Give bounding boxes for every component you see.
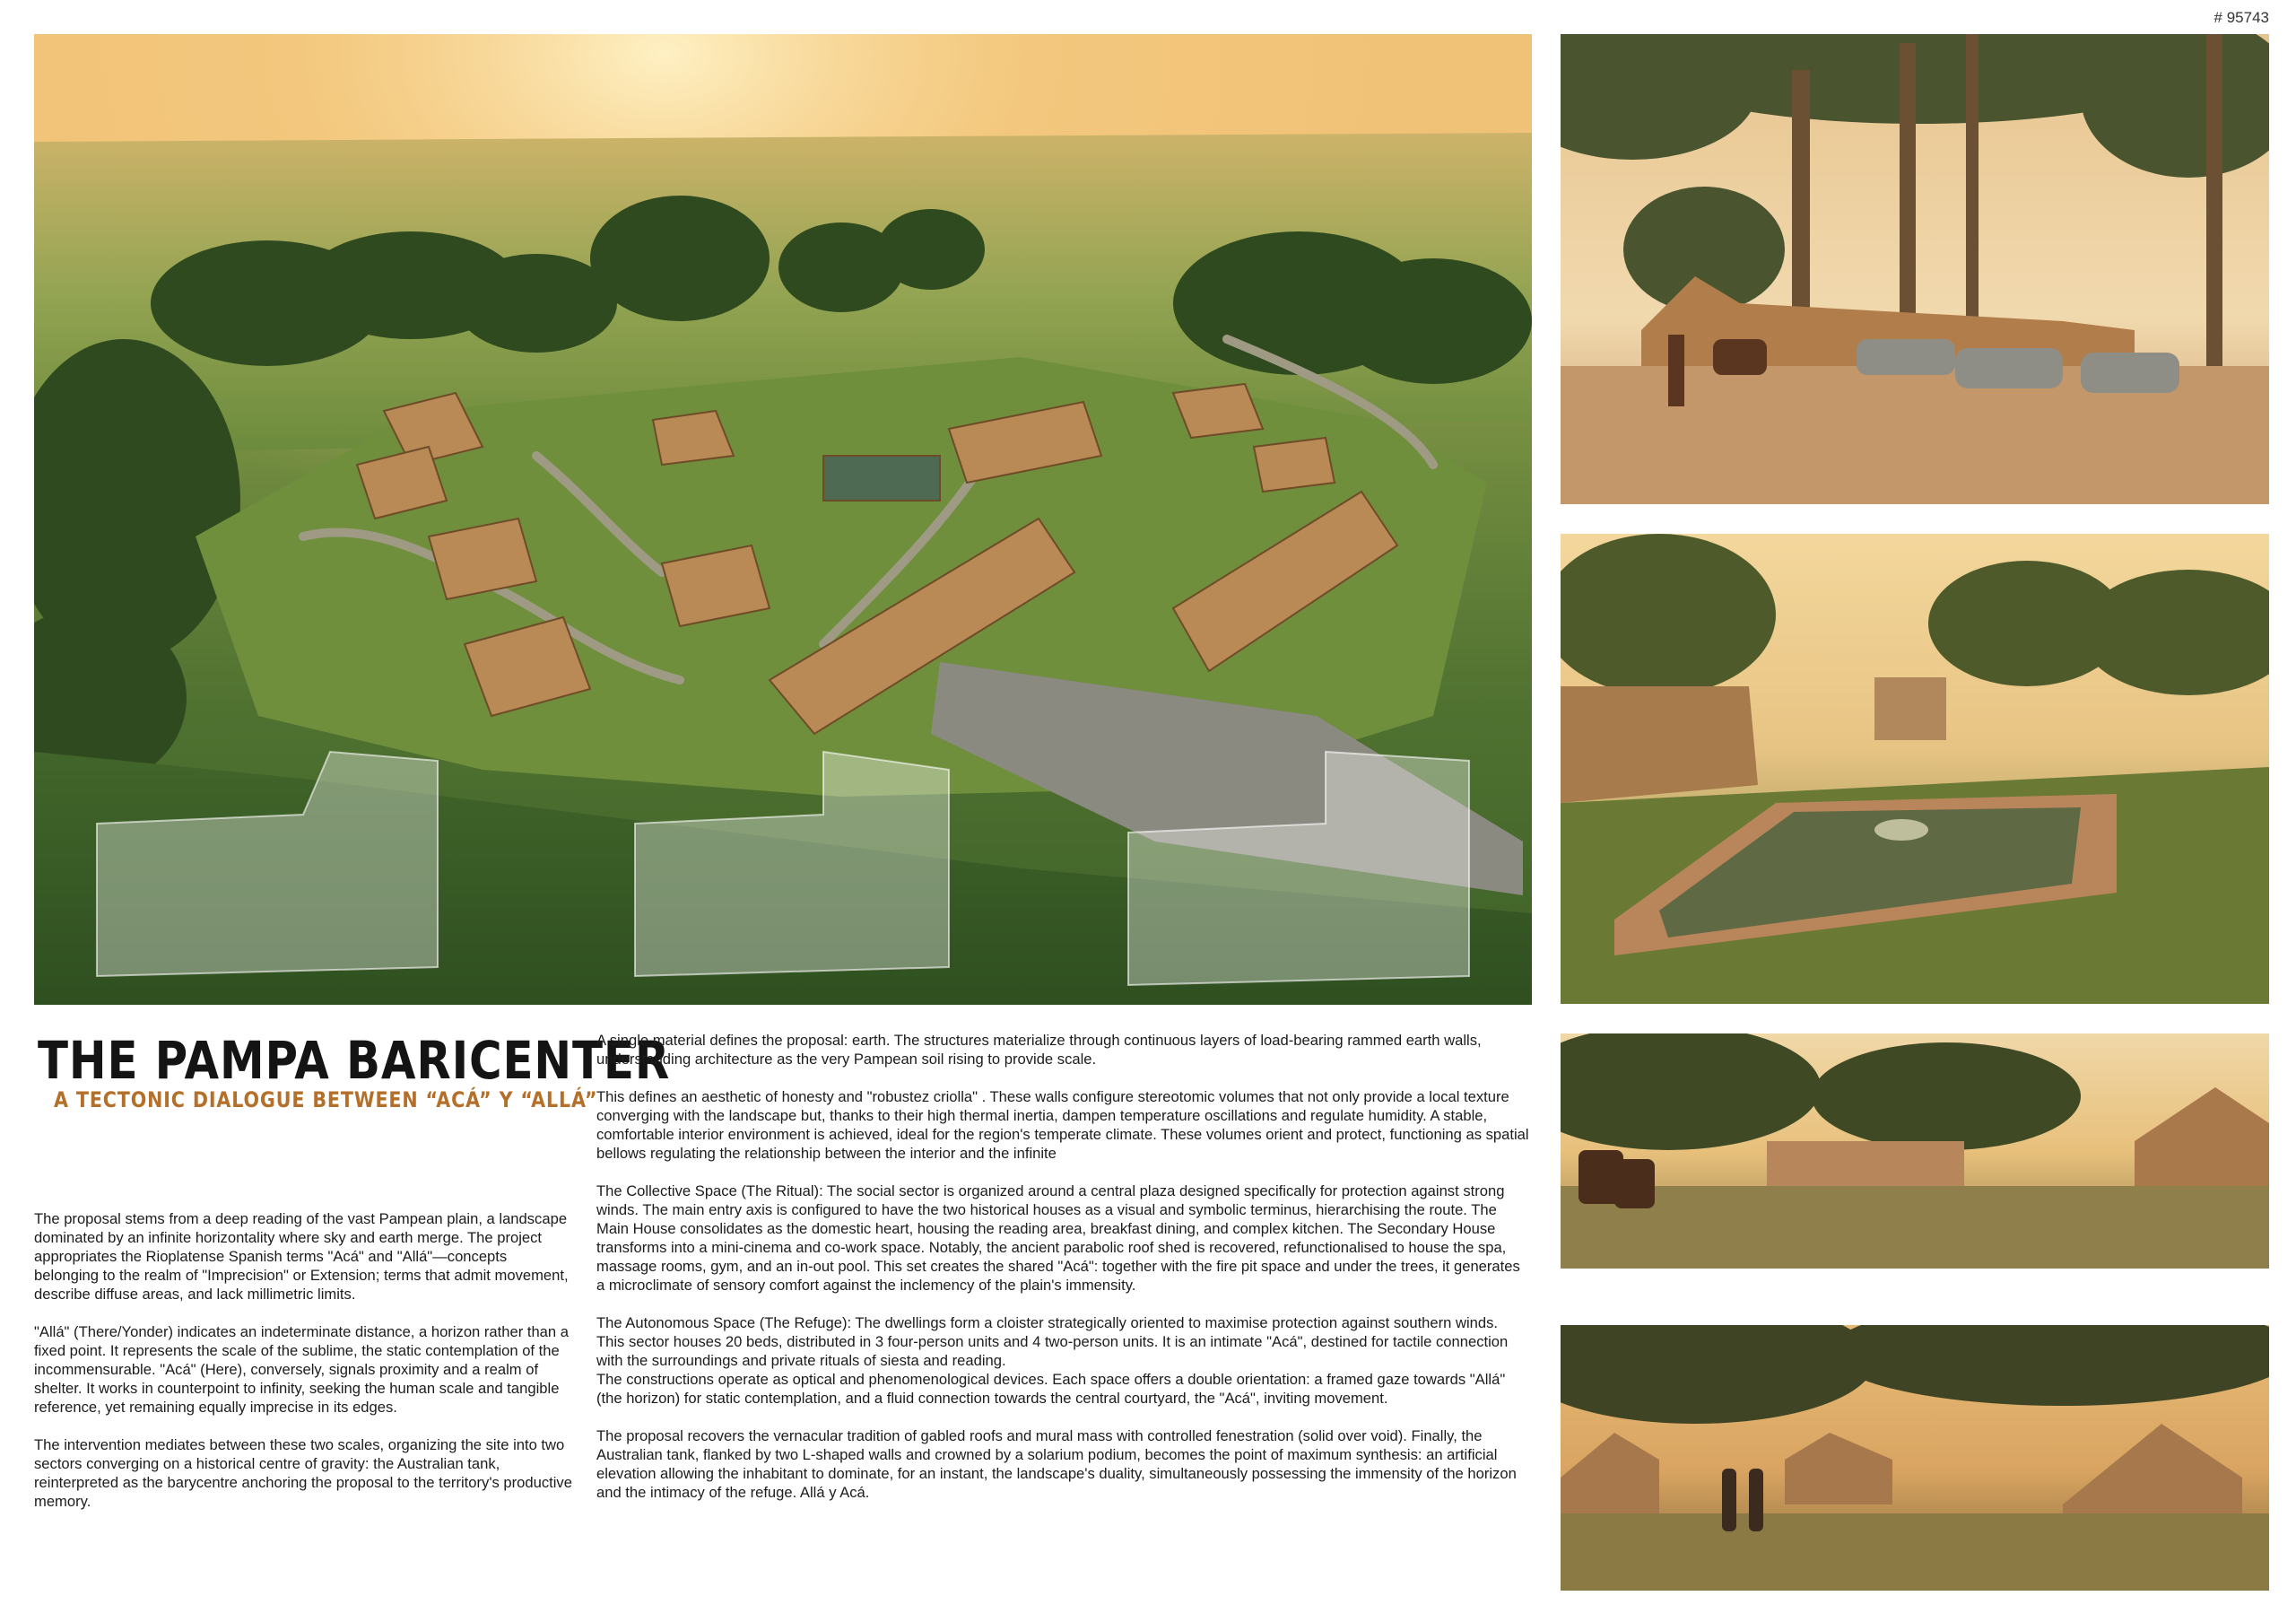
render-couple-walking-image [1561, 1325, 2269, 1591]
paragraph: This defines an aesthetic of honesty and "robustez criolla" . These walls configure stereotomic volumes that not only provide a local texture converging with the landscape but, thanks to their high thermal inertia, dampen temperature oscillations and regulate humidity. A stable, comfortable interior environment is achieved, ideal for the region's temperate climate. These volumes orient and protect, functioning as spatial bellows regulating the relationship between the interior and the infinite [596, 1088, 1529, 1162]
render-horses-sunset-image [1561, 1033, 2269, 1269]
project-number: # 95743 [2213, 9, 2269, 26]
aerial-render-image [34, 34, 1532, 1005]
right-text-column [596, 1031, 1529, 1521]
page-title: THE PAMPA BARICENTER [38, 1030, 671, 1091]
left-text-column [34, 1209, 572, 1530]
paragraph: The proposal recovers the vernacular tradition of gabled roofs and mural mass with controlled fenestration (solid over void). Finally, the Australian tank, flanked by two L-shaped walls and crowned by a solarium podium, becomes the point of maximum synthesis: an artificial elevation allowing the inhabitant to dominate, for an instant, the landscape's duality, simultaneously possessing the immensity of the horizon and the intimacy of the refuge. Allá y Acá. [596, 1427, 1517, 1501]
render-pool-image [1561, 534, 2269, 1004]
paragraph: The proposal stems from a deep reading of the vast Pampean plain, a landscape dominated by an infinite horizontality where sky and earth merge. The project appropriates the Rioplatense Spanish terms "Acá" and "Allá"—concepts belonging to the realm of "Imprecision" or Extension; terms that admit movement, describe diffuse areas, and lack millimetric limits. [34, 1210, 569, 1303]
paragraph: "Allá" (There/Yonder) indicates an indeterminate distance, a horizon rather than a fixed point. It represents the scale of the sublime, the static contemplation of the incommensurable. "Acá" (Here), conversely, signals proximity and a realm of shelter. It works in counterpoint to infinity, seeking the human scale and tangible reference, yet remaining equally imprecise in its edges. [34, 1323, 569, 1416]
paragraph: The intervention mediates between these two scales, organizing the site into two sectors converging on a historical centre of gravity: the Australian tank, reinterpreted as the barycentre anchoring the proposal to the territory's productive memory. [34, 1436, 572, 1510]
paragraph: The Autonomous Space (The Refuge): The dwellings form a cloister strategically oriented to maximise protection against southern winds. This sector houses 20 beds, distributed in 3 four-person units and 4 two-person units. It is an intimate "Acá", destined for tactile connection with the surroundings and private rituals of siesta and reading. The constructions operate as optical and phenomenological devices. Each space offers a double orientation: a framed gaze towards "Allá" (the horizon) for static contemplation, and a fluid connection towards the central courtyard, the "Acá", inviting movement. [596, 1314, 1509, 1407]
paragraph: The Collective Space (The Ritual): The social sector is organized around a central plaza designed specifically for protection against strong winds. The main entry axis is configured to have the two historical houses as a visual and symbolic terminus, hierarchising the route. The Main House consolidates as the domestic heart, housing the reading area, breakfast dining, and complex kitchen. The Secondary House transforms into a mini-cinema and co-work space. Notably, the ancient parabolic roof shed is recovered, refunctionalised to house the spa, massage rooms, gym, and an in-out pool. This set creates the shared "Acá": together with the fire pit space and under the trees, it generates a microclimate of sensory comfort against the inclemency of the plain's immensity. [596, 1182, 1520, 1294]
render-parking-horses-image [1561, 34, 2269, 504]
page-subtitle: A TECTONIC DIALOGUE BETWEEN “ACÁ” Y “ALLÁ” [54, 1087, 598, 1112]
paragraph: A single material defines the proposal: earth. The structures materialize through continuous layers of load-bearing rammed earth walls, understanding architecture as the very Pampean soil rising to provide scale. [596, 1032, 1482, 1068]
